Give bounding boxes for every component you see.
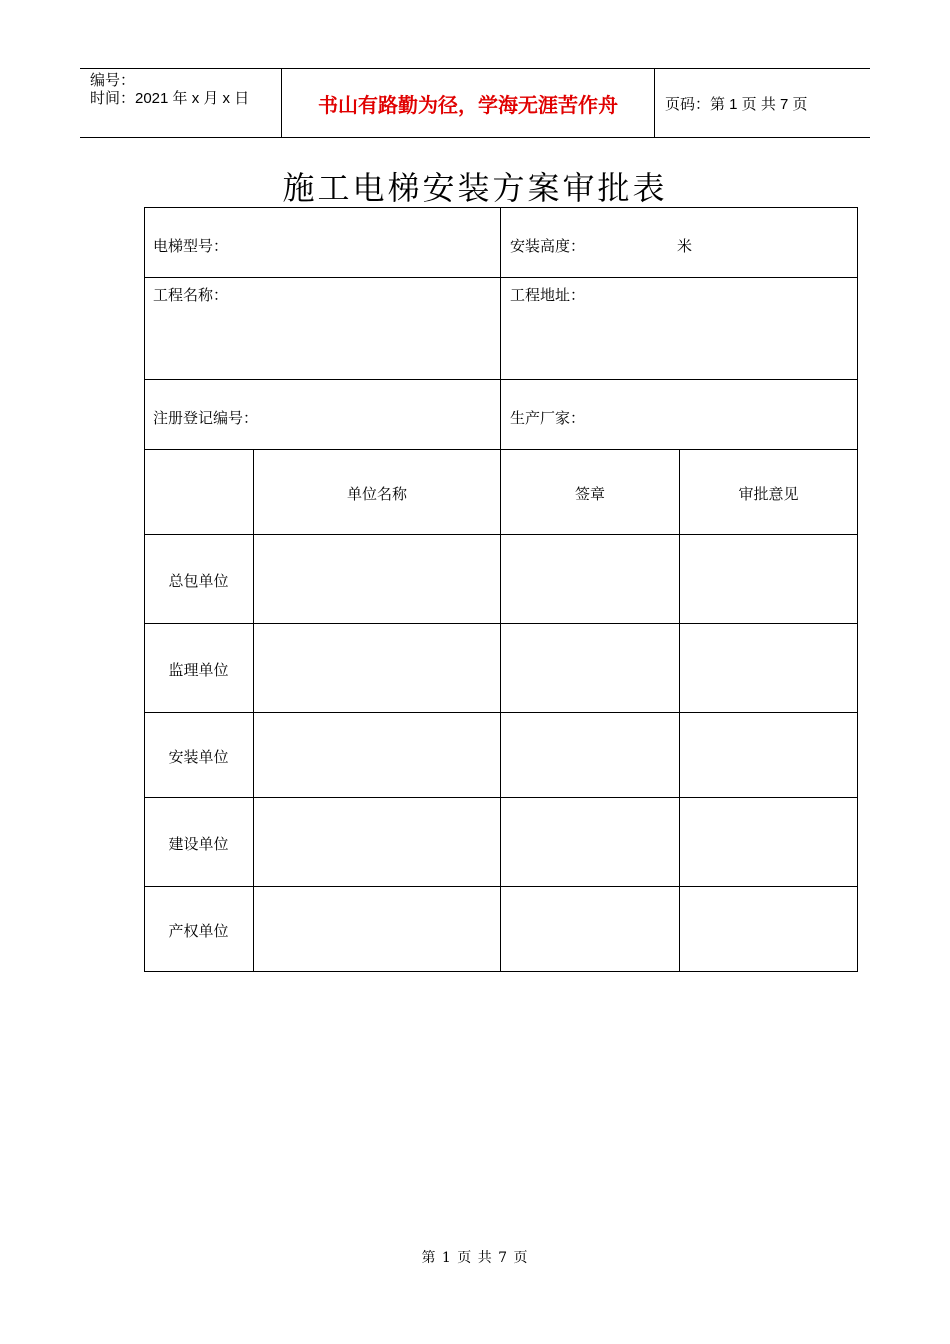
document-time-label: 时间：2021 年 x 月 x 日 <box>90 90 250 107</box>
row-label-installation: 安装单位 <box>168 748 229 766</box>
header-page-info: 页码：第 1 页 共 7 页 <box>665 95 808 113</box>
row-divider <box>144 449 858 450</box>
install-height-label: 安装高度： <box>510 237 586 255</box>
column-divider <box>500 207 501 972</box>
row-label-general-contractor: 总包单位 <box>168 572 229 590</box>
row-divider <box>144 712 858 713</box>
table-border-right <box>857 207 858 972</box>
table-border-top <box>144 207 858 208</box>
row-divider <box>144 379 858 380</box>
registration-number-label: 注册登记编号： <box>153 409 259 427</box>
page-title: 施工电梯安装方案审批表 <box>282 169 668 207</box>
header-meta <box>80 69 282 137</box>
project-name-label: 工程名称： <box>153 286 229 304</box>
row-divider <box>144 886 858 887</box>
install-height-unit: 米 <box>677 237 693 255</box>
row-divider <box>144 623 858 624</box>
column-header-approval-opinion: 审批意见 <box>738 485 799 503</box>
row-divider <box>144 797 858 798</box>
manufacturer-label: 生产厂家： <box>510 409 586 427</box>
row-label-construction-owner: 建设单位 <box>168 835 229 853</box>
column-header-seal: 签章 <box>574 485 605 503</box>
column-divider <box>253 449 254 972</box>
column-divider <box>679 449 680 972</box>
table-border-bottom <box>144 971 858 972</box>
row-divider <box>144 277 858 278</box>
row-label-property-owner: 产权单位 <box>168 922 229 940</box>
row-divider <box>144 534 858 535</box>
elevator-model-label: 电梯型号： <box>153 237 229 255</box>
page-footer: 第 1 页 共 7 页 <box>421 1250 529 1266</box>
document-number-label: 编号： <box>90 72 136 89</box>
project-address-label: 工程地址： <box>510 286 586 304</box>
column-header-unit-name: 单位名称 <box>346 485 407 503</box>
document-header <box>80 68 870 138</box>
approval-form-table <box>144 207 858 972</box>
row-label-supervision: 监理单位 <box>168 661 229 679</box>
header-motto: 书山有路勤为径，学海无涯苦作舟 <box>282 69 655 137</box>
